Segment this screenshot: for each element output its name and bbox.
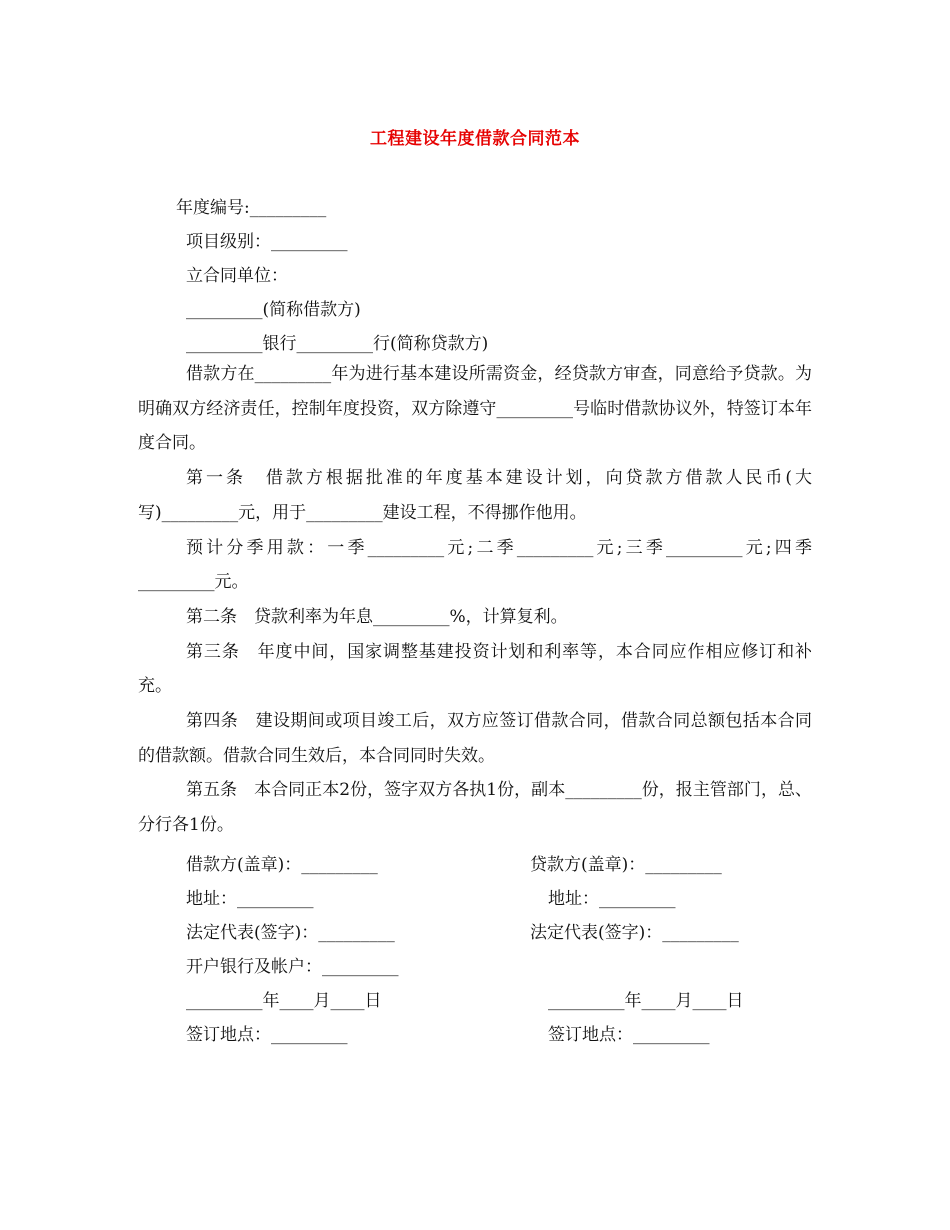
article-5: 第五条 本合同正本2份，签字双方各执1份，副本_________份，报主管部门，总、分行各1份。 [138,780,812,836]
article-3: 第三条 年度中间，国家调整基建投资计划和利率等，本合同应作相应修订和补充。 [138,641,812,697]
document-title: 工程建设年度借款合同范本 [370,129,580,149]
lender-address: 地址：_________ [548,889,676,909]
contracting-parties-label: 立合同单位： [186,266,288,286]
lender-date: _________年____月____日 [548,991,744,1011]
article-4: 第四条 建设期间或项目竣工后，双方应签订借款合同，借款合同总额包括本合同的借款额。借款合同生效后，本合同同时失效。 [138,711,812,766]
lender-signing-place: 签订地点：_________ [548,1025,710,1045]
borrower-address: 地址：_________ [186,889,314,909]
contract-body [138,357,812,843]
borrower-line: _________(简称借款方) [186,300,361,320]
annual-number-line: 年度编号:_________ [176,198,327,218]
lender-representative: 法定代表(签字)：_________ [530,923,739,943]
article-1: 第一条 借款方根据批准的年度基本建设计划，向贷款方借款人民币(大写)_________元，用于_________建设工程，不得挪作他用。 [138,468,812,523]
borrower-representative: 法定代表(签字)：_________ [186,923,395,943]
quarterly-usage: 预计分季用款：一季_________元;二季_________元;三季_________元;四季_________元。 [138,537,812,593]
borrower-bank-account: 开户银行及帐户：_________ [186,957,399,977]
borrower-date: _________年____月____日 [186,991,382,1011]
lender-seal: 贷款方(盖章)：_________ [530,855,722,875]
lender-line: _________银行_________行(简称贷款方) [186,334,489,354]
article-2: 第二条 贷款利率为年息_________%，计算复利。 [186,606,568,627]
intro-paragraph: 借款方在_________年为进行基本建设所需资金，经贷款方审查，同意给予贷款。为明确双方经济责任，控制年度投资，双方除遵守_________号临时借款协议外，特签订本年度合同。 [138,364,812,454]
project-level-line: 项目级别：_________ [186,232,348,252]
borrower-seal: 借款方(盖章)：_________ [186,855,378,875]
borrower-signing-place: 签订地点：_________ [186,1025,348,1045]
